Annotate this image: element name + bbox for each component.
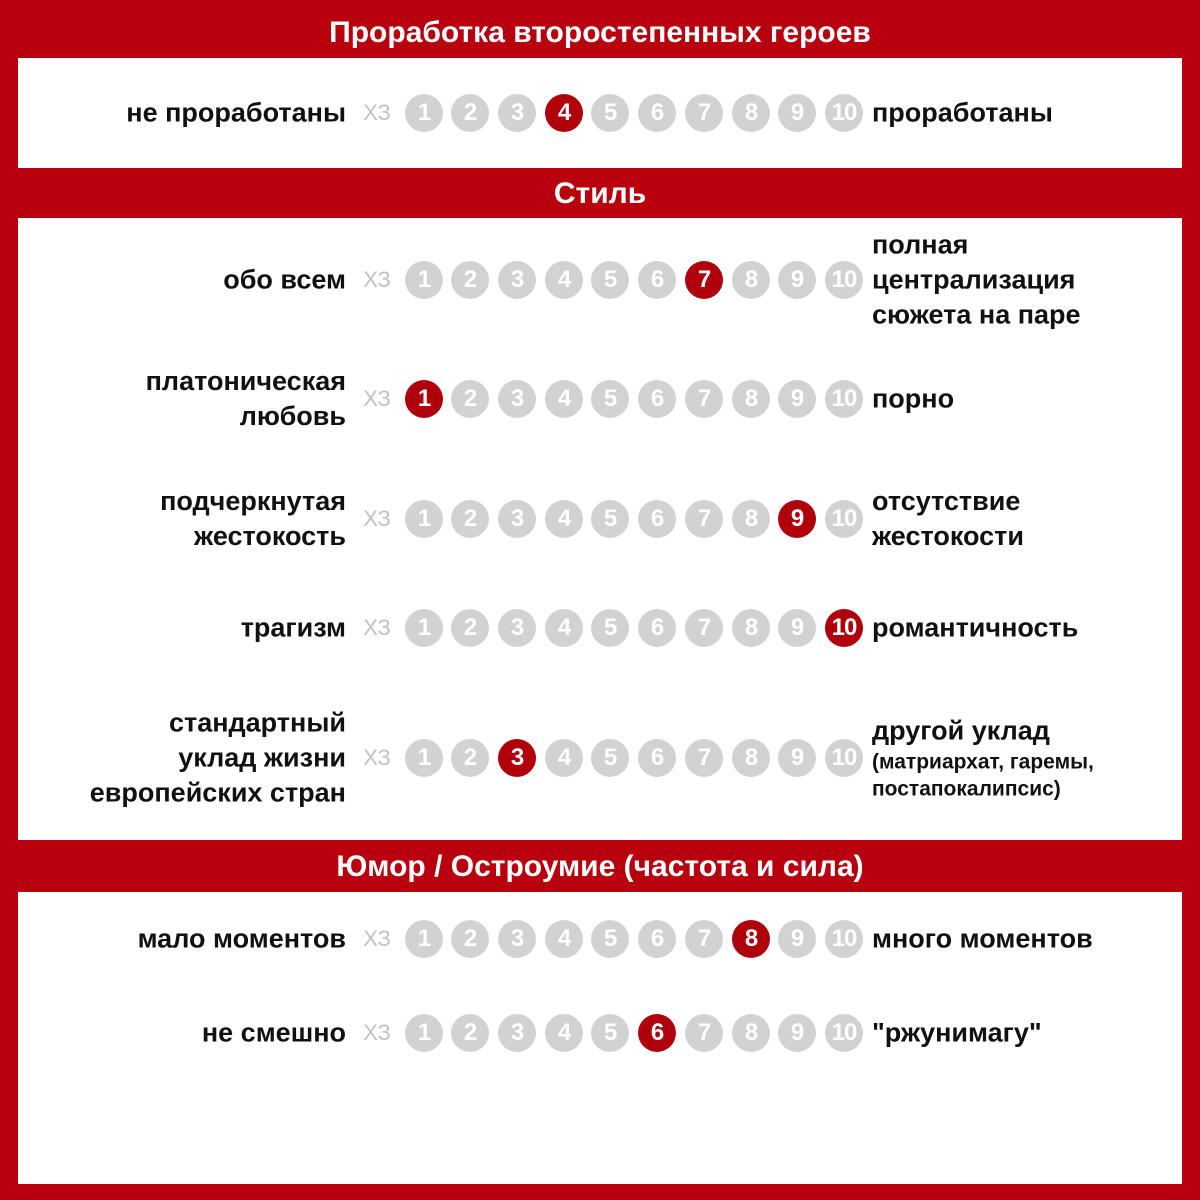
scale-left-label: [160, 484, 346, 554]
rating-circle: 9: [778, 261, 816, 299]
rating-circle: 5: [591, 609, 629, 647]
rating-circle: 10: [825, 920, 863, 958]
label-line: полная: [872, 229, 969, 260]
section-title-secondary-characters: Проработка второстепенных героев: [329, 16, 871, 49]
label-subline: (матриархат, гаремы,: [872, 750, 1094, 774]
scale-left-label: [241, 611, 346, 646]
label-line: порно: [872, 383, 955, 414]
rating-circle-selected: 9: [778, 500, 816, 538]
rating-circle: 2: [451, 1014, 489, 1052]
rating-circle: 2: [451, 609, 489, 647]
scale-left-label: [202, 1016, 346, 1051]
rating-circle: 8: [732, 380, 770, 418]
xz-option: ХЗ: [363, 745, 391, 770]
rating-circle: 2: [451, 94, 489, 132]
rating-circle: 5: [591, 920, 629, 958]
rating-circle: 3: [498, 1014, 536, 1052]
rating-circle-selected: 3: [498, 739, 536, 777]
rating-circle: 6: [638, 261, 676, 299]
label-line: мало моментов: [137, 923, 346, 954]
scale-right-label: [872, 382, 954, 417]
rating-circle: 9: [778, 94, 816, 132]
label-line: жестокость: [194, 521, 346, 551]
label-line: отсутствие: [872, 486, 1021, 516]
rating-circle: 5: [591, 500, 629, 538]
rating-circle: 10: [825, 500, 863, 538]
rating-circle: 3: [498, 261, 536, 299]
rating-circle: 3: [498, 920, 536, 958]
label-line: проработаны: [872, 97, 1053, 128]
rating-circle: 9: [778, 380, 816, 418]
scale-left-label: [138, 922, 346, 957]
rating-circle: 10: [825, 261, 863, 299]
xz-option: ХЗ: [363, 506, 391, 531]
rating-circle: 4: [545, 261, 583, 299]
scale-row: [0, 914, 1200, 964]
xz-option: ХЗ: [363, 1020, 391, 1045]
rating-circle: 6: [638, 739, 676, 777]
rating-circle-selected: 6: [638, 1014, 676, 1052]
xz-option: ХЗ: [363, 386, 391, 411]
scale-row: [0, 704, 1200, 812]
label-line: другой уклад: [872, 715, 1050, 746]
label-line: обо всем: [223, 264, 346, 295]
rating-circle: 7: [685, 500, 723, 538]
rating-circle-selected: 4: [545, 94, 583, 132]
label-line: романтичность: [872, 612, 1079, 643]
rating-circle: 2: [451, 500, 489, 538]
label-line: европейских стран: [89, 777, 346, 808]
xz-option: ХЗ: [363, 100, 391, 125]
scale-right-label: [872, 228, 1081, 333]
rating-circle: 7: [685, 739, 723, 777]
rating-circle: 1: [405, 1014, 443, 1052]
label-line: жестокости: [872, 521, 1024, 551]
rating-circle: 8: [732, 609, 770, 647]
label-line: любовь: [239, 401, 346, 431]
rating-circle: 3: [498, 500, 536, 538]
label-line: трагизм: [240, 612, 346, 643]
rating-circle: 3: [498, 380, 536, 418]
scale-left-label: [146, 364, 346, 434]
rating-circle: 9: [778, 739, 816, 777]
scale-row: [0, 482, 1200, 556]
label-line: сюжета на паре: [872, 299, 1081, 330]
rating-circle: 9: [778, 609, 816, 647]
scale-row: [0, 1008, 1200, 1058]
label-line: не смешно: [201, 1017, 346, 1048]
rating-circle: 4: [545, 380, 583, 418]
rating-circle: 7: [685, 1014, 723, 1052]
scale-right-label: [872, 96, 1053, 131]
label-line: платоническая: [145, 366, 346, 396]
label-line: подчеркнутая: [160, 486, 346, 516]
rating-circle: 8: [732, 500, 770, 538]
rating-circle: 7: [685, 380, 723, 418]
xz-option: ХЗ: [363, 926, 391, 951]
label-subline: постапокалипсис): [872, 777, 1061, 801]
label-line: централизация: [872, 264, 1076, 295]
section-title-humor: Юмор / Остроумие (частота и сила): [336, 850, 864, 883]
scale-right-label: [872, 484, 1024, 554]
rating-circle: 8: [732, 94, 770, 132]
rating-circle: 5: [591, 261, 629, 299]
rating-circle: 4: [545, 739, 583, 777]
rating-circle: 2: [451, 261, 489, 299]
rating-circle: 10: [825, 739, 863, 777]
rating-circle: 2: [451, 920, 489, 958]
scale-right-label: [872, 714, 1094, 803]
rating-circle: 2: [451, 739, 489, 777]
label-line: много моментов: [872, 923, 1093, 954]
rating-circle: 1: [405, 920, 443, 958]
rating-circle: 4: [545, 609, 583, 647]
rating-circle-selected: 10: [825, 609, 863, 647]
scale-row: [0, 603, 1200, 653]
rating-circle: 10: [825, 380, 863, 418]
scale-left-label: [223, 263, 346, 298]
rating-circle: 1: [405, 261, 443, 299]
rating-circle: 5: [591, 94, 629, 132]
scale-right-label: [872, 1016, 1042, 1051]
label-line: не проработаны: [126, 97, 346, 128]
rating-circle: 5: [591, 739, 629, 777]
rating-circle: 8: [732, 739, 770, 777]
label-line: "ржунимагу": [872, 1017, 1042, 1048]
rating-circle: 9: [778, 920, 816, 958]
rating-circle: 4: [545, 920, 583, 958]
label-line: уклад жизни: [178, 742, 346, 773]
scale-row: [0, 230, 1200, 330]
xz-option: ХЗ: [363, 267, 391, 292]
rating-circle-selected: 1: [405, 380, 443, 418]
rating-circle: 3: [498, 94, 536, 132]
rating-circle: 1: [405, 739, 443, 777]
rating-circle: 6: [638, 500, 676, 538]
rating-circle: 3: [498, 609, 536, 647]
rating-circle: 1: [405, 94, 443, 132]
rating-circle: 6: [638, 609, 676, 647]
scale-right-label: [872, 922, 1093, 957]
rating-circle: 8: [732, 1014, 770, 1052]
rating-circle: 6: [638, 920, 676, 958]
rating-circle: 7: [685, 94, 723, 132]
rating-circle: 4: [545, 500, 583, 538]
scale-row: [0, 362, 1200, 436]
rating-circle: 1: [405, 609, 443, 647]
rating-circle-selected: 7: [685, 261, 723, 299]
rating-circle: 10: [825, 1014, 863, 1052]
scale-right-label: [872, 611, 1078, 646]
rating-circle: 7: [685, 609, 723, 647]
rating-circle-selected: 8: [732, 920, 770, 958]
rating-circle: 4: [545, 1014, 583, 1052]
label-line: стандартный: [168, 707, 346, 738]
scale-left-label: [126, 96, 346, 131]
rating-circle: 10: [825, 94, 863, 132]
scale-row: [0, 88, 1200, 138]
rating-circle: 6: [638, 94, 676, 132]
rating-circle: 5: [591, 1014, 629, 1052]
section-title-style: Стиль: [553, 177, 647, 210]
rating-circle: 7: [685, 920, 723, 958]
xz-option: ХЗ: [363, 615, 391, 640]
rating-circle: 2: [451, 380, 489, 418]
rating-circle: 1: [405, 500, 443, 538]
rating-circle: 9: [778, 1014, 816, 1052]
rating-circle: 6: [638, 380, 676, 418]
rating-circle: 5: [591, 380, 629, 418]
rating-circle: 8: [732, 261, 770, 299]
scale-left-label: [90, 706, 346, 811]
